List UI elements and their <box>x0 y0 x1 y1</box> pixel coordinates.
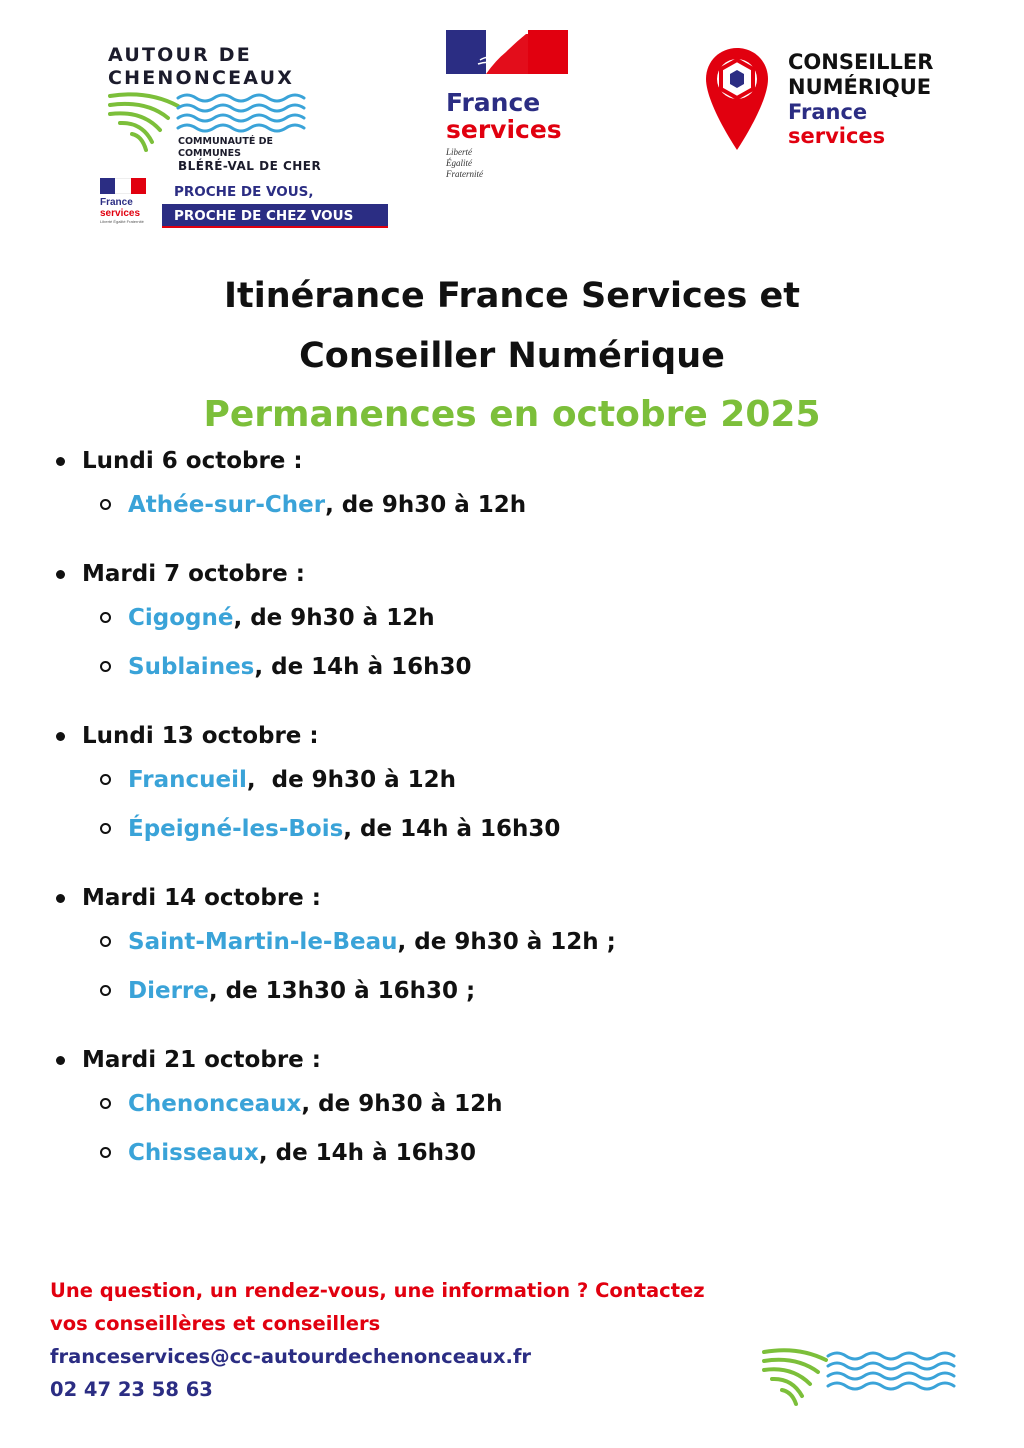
schedule-slot <box>50 1079 950 1128</box>
bullet-circle-icon <box>100 499 111 510</box>
schedule-slot <box>50 966 950 1015</box>
slot-hours: , de 9h30 à 12h <box>325 491 527 518</box>
bullet-circle-icon <box>100 985 111 996</box>
day-heading <box>50 879 950 917</box>
slot-hours: , de 14h à 16h30 <box>343 815 561 842</box>
bullet-circle-icon <box>100 1098 111 1109</box>
contact-line1: Une question, un rendez-vous, une information ? Contactez <box>50 1279 705 1302</box>
schedule-slot <box>50 804 950 853</box>
bullet-circle-icon <box>100 612 111 623</box>
day-label: Mardi 7 octobre : <box>82 561 305 587</box>
slot-place: Saint-Martin-le-Beau <box>128 928 398 955</box>
schedule-day <box>50 879 950 1015</box>
communaute-de-communes-label <box>178 136 338 172</box>
cc-line1: COMMUNAUTÉ DE COMMUNES <box>178 136 274 159</box>
logo-name-line2: CHENONCEAUX <box>108 67 295 89</box>
contact-block <box>50 1274 705 1406</box>
schedule-slot <box>50 593 950 642</box>
fs-motto-fraternite: Fraternité <box>446 169 483 179</box>
schedule-slot <box>50 642 950 691</box>
map-pin-icon <box>704 46 770 152</box>
small-france-services-logo <box>100 178 152 224</box>
marianne-flag-icon <box>100 178 146 194</box>
schedule-slot <box>50 1128 950 1177</box>
cn-line4: services <box>788 124 886 148</box>
cn-line2: NUMÉRIQUE <box>788 75 932 99</box>
small-fs-line2: services <box>100 208 141 219</box>
schedule-slot <box>50 755 950 804</box>
slot-place: Épeigné-les-Bois <box>128 815 344 842</box>
bullet-dot-icon <box>56 570 65 579</box>
schedule-day <box>50 555 950 691</box>
contact-line2: vos conseillères et conseillers <box>50 1312 381 1335</box>
page-subtitle: Permanences en octobre 2025 <box>203 394 821 435</box>
slot-hours: , de 14h à 16h30 <box>254 653 472 680</box>
bullet-circle-icon <box>100 774 111 785</box>
day-label: Mardi 14 octobre : <box>82 885 321 911</box>
schedule-slot <box>50 480 950 529</box>
fs-motto-egalite: Égalité <box>446 158 472 168</box>
page-title-line2: Conseiller Numérique <box>299 336 725 376</box>
schedule-list <box>50 442 950 1203</box>
fs-line2: services <box>446 115 562 144</box>
slot-hours: , de 14h à 16h30 <box>258 1139 476 1166</box>
slot-hours: , de 9h30 à 12h <box>246 766 456 793</box>
schedule-day <box>50 717 950 853</box>
bullet-dot-icon <box>56 894 65 903</box>
cn-line1: CONSEILLER <box>788 50 934 74</box>
autour-de-chenonceaux-logo <box>108 44 338 173</box>
proche-line1: PROCHE DE VOUS, <box>174 184 314 200</box>
day-heading <box>50 717 950 755</box>
schedule-day <box>50 442 950 529</box>
day-label: Lundi 6 octobre : <box>82 448 303 474</box>
slot-place: Athée-sur-Cher <box>128 491 326 518</box>
proche-line2: PROCHE DE CHEZ VOUS <box>162 204 388 228</box>
small-fs-motto: Liberté Égalité Fraternité <box>100 219 144 224</box>
day-label: Mardi 21 octobre : <box>82 1047 321 1073</box>
fs-motto <box>446 147 576 180</box>
slot-place: Francueil <box>128 766 247 793</box>
slot-hours: , de 13h30 à 16h30 ; <box>208 977 476 1004</box>
contact-email: franceservices@cc-autourdechenonceaux.fr <box>50 1345 532 1368</box>
slot-place: Chenonceaux <box>128 1090 302 1117</box>
slot-place: Chisseaux <box>128 1139 259 1166</box>
small-fs-line1: France <box>100 197 133 208</box>
slot-place: Sublaines <box>128 653 255 680</box>
bullet-circle-icon <box>100 661 111 672</box>
contact-phone: 02 47 23 58 63 <box>50 1378 213 1401</box>
fs-line1: France <box>446 88 541 117</box>
day-heading <box>50 555 950 593</box>
fs-motto-liberte: Liberté <box>446 147 472 157</box>
slot-place: Dierre <box>128 977 209 1004</box>
schedule-day <box>50 1041 950 1177</box>
bullet-dot-icon <box>56 732 65 741</box>
france-services-logo <box>446 30 576 180</box>
bullet-circle-icon <box>100 1147 111 1158</box>
proche-de-vous-banner <box>162 180 388 228</box>
slot-place: Cigogné <box>128 604 234 631</box>
marianne-flag-icon <box>446 30 568 74</box>
logo-name-line1: AUTOUR DE <box>108 44 252 66</box>
cn-line3: France <box>788 100 868 124</box>
day-label: Lundi 13 octobre : <box>82 723 319 749</box>
cc-line2: BLÉRÉ-VAL DE CHER <box>178 159 322 173</box>
schedule-slot <box>50 917 950 966</box>
day-heading <box>50 442 950 480</box>
bullet-dot-icon <box>56 1056 65 1065</box>
page-title-line1: Itinérance France Services et <box>224 276 800 316</box>
slot-hours: , de 9h30 à 12h <box>301 1090 503 1117</box>
day-heading <box>50 1041 950 1079</box>
bullet-circle-icon <box>100 936 111 947</box>
slot-hours: , de 9h30 à 12h ; <box>397 928 616 955</box>
green-blue-waves-icon <box>762 1348 968 1408</box>
slot-hours: , de 9h30 à 12h <box>233 604 435 631</box>
bullet-circle-icon <box>100 823 111 834</box>
bullet-dot-icon <box>56 457 65 466</box>
